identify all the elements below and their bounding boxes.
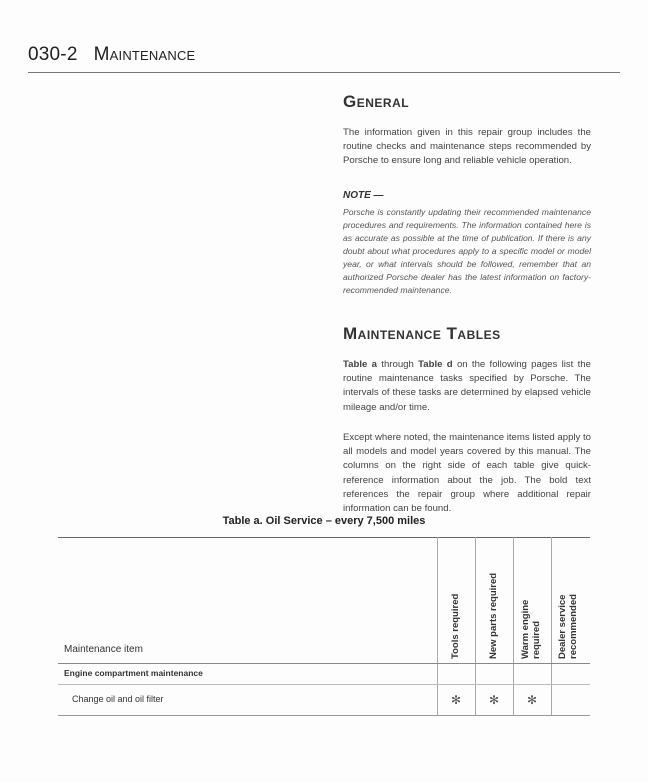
table-top-rule: [58, 537, 590, 538]
tables-paragraph-2: Except where noted, the maintenance items listed apply to all models and model years covered by this manual. The columns on the right side of each table give quick-reference information about the job. The bold text references the repair group where additional repair information can be found.: [343, 432, 591, 515]
column-header-warm-engine: Warm engine required: [520, 599, 542, 659]
asterisk-mark: ✻: [450, 693, 462, 707]
section-title: Maintenance: [93, 44, 196, 65]
asterisk-mark: ✻: [488, 693, 500, 707]
group-heading: Engine compartment maintenance: [64, 668, 203, 678]
tables-paragraph-1: [343, 358, 591, 415]
table-ref: Table d: [418, 359, 453, 370]
table-ref: Table a: [343, 359, 377, 370]
general-heading: General: [343, 92, 410, 111]
row-item: Change oil and oil filter: [72, 694, 164, 704]
maintenance-item-header: Maintenance item: [64, 644, 143, 655]
note-body: Porsche is constantly updating their recommended maintenance procedures and requirements. The information contained here is as accurate as possible at the time of publication. If there is any doubt about what procedures apply to a specific model or model year, or what intervals should be followed, remember that an authorized Porsche dealer has the latest information on factory-recommended maintenance.: [343, 207, 591, 295]
table-bottom-rule: [58, 715, 590, 716]
maintenance-tables-heading: Maintenance Tables: [343, 324, 501, 343]
header-bottom-rule: [58, 663, 590, 664]
column-header-new-parts: New parts required: [488, 572, 499, 659]
column-divider: [513, 537, 514, 715]
column-divider: [551, 537, 552, 715]
header-rule: [28, 72, 620, 73]
page-header: [28, 44, 195, 66]
page-number: 030-2: [28, 44, 78, 65]
column-divider: [437, 537, 438, 715]
row-rule: [58, 684, 590, 685]
table-caption: Table a. Oil Service – every 7,500 miles: [222, 515, 426, 527]
asterisk-mark: ✻: [526, 693, 538, 707]
text: on the following pages list the routine maintenance tasks specified by Porsche. The intervals of these tasks are determined by elapsed vehicle mileage and/or time.: [343, 359, 591, 413]
column-divider: [475, 537, 476, 715]
column-header-dealer-service: Dealer service recommended: [557, 594, 579, 659]
column-header-tools: Tools required: [450, 593, 461, 659]
text: through: [376, 359, 419, 370]
note-label: NOTE —: [343, 190, 384, 201]
general-paragraph: The information given in this repair group includes the routine checks and maintenance steps recommended by Porsche to ensure long and reliable vehicle operation.: [343, 127, 591, 167]
